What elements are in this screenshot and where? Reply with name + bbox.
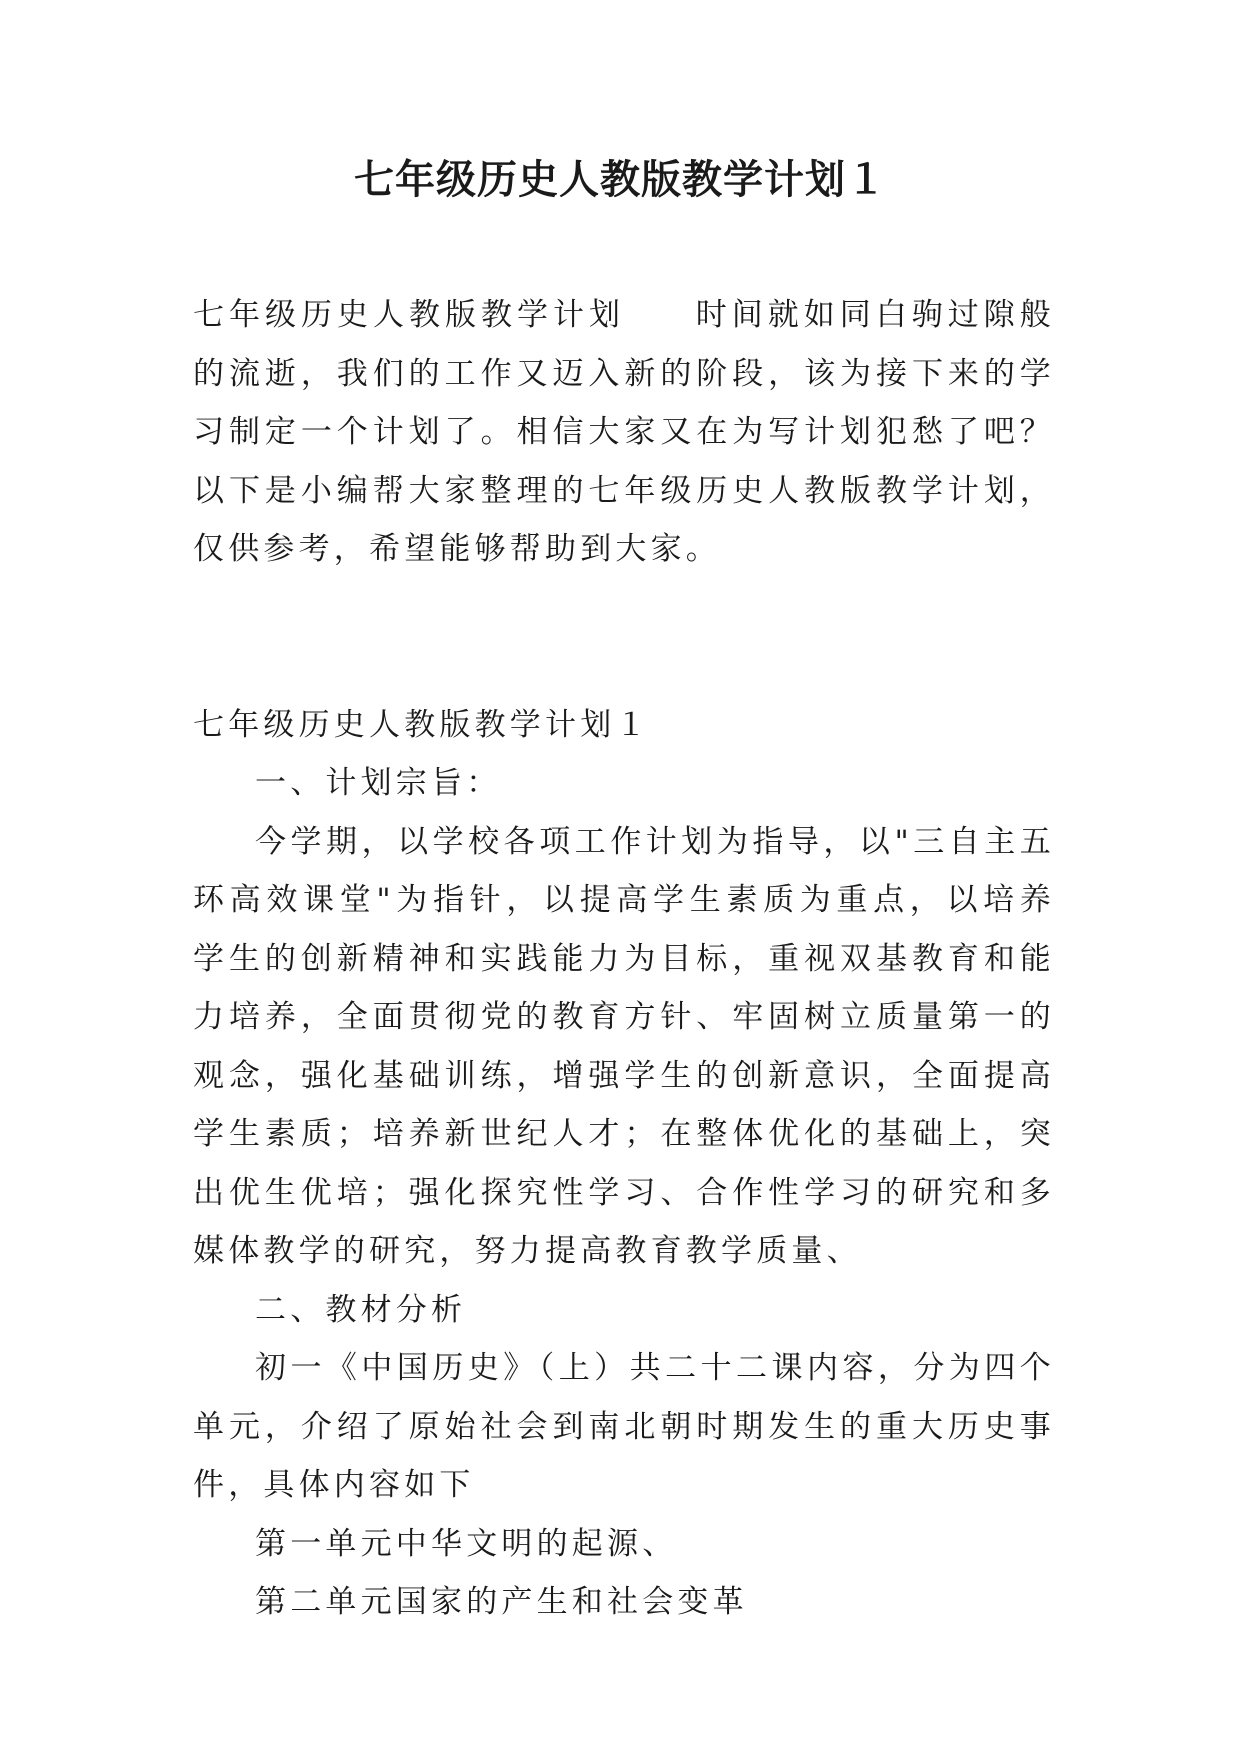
intro-text: 时间就如同白驹过隙般的流逝，我们的工作又迈入新的阶段，该为接下来的学习制定一个计划了。相信大家又在为写计划犯愁了吧？以下是小编帮大家整理的七年级历史人教版教学计划，仅供参考，希望能够帮助到大家。 bbox=[193, 297, 1055, 567]
paragraph-textbook-analysis: 初一《中国历史》（上）共二十二课内容，分为四个单元，介绍了原始社会到南北朝时期发生的重大历史事件，具体内容如下 bbox=[193, 1350, 1055, 1503]
intro-lead: 七年级历史人教版教学计划 bbox=[193, 297, 625, 333]
section-spacer bbox=[193, 579, 1055, 696]
unit-one-item: 第一单元中华文明的起源、 bbox=[255, 1525, 678, 1562]
heading-plan-purpose: 一、计划宗旨： bbox=[255, 765, 502, 801]
section-title: 七年级历史人教版教学计划１ bbox=[193, 706, 651, 743]
document-body bbox=[193, 286, 1055, 1632]
heading-textbook-analysis: 二、教材分析 bbox=[255, 1291, 467, 1328]
unit-two-item: 第二单元国家的产生和社会变革 bbox=[255, 1584, 748, 1620]
document-title: 七年级历史人教版教学计划１ bbox=[354, 156, 887, 203]
intro-paragraph bbox=[193, 286, 1055, 579]
paragraph-plan-purpose: 今学期，以学校各项工作计划为指导，以"三自主五环高效课堂"为指针，以提高学生素质为重点，以培养学生的创新精神和实践能力为目标，重视双基教育和能力培养，全面贯彻党的教育方针、牢固树立质量第一的观念，强化基础训练，增强学生的创新意识，全面提高学生素质；培养新世纪人才；在整体优化的基础上，突出优生优培；强化探究性学习、合作性学习的研究和多媒体教学的研究，努力提高教育教学质量、 bbox=[193, 823, 1055, 1269]
